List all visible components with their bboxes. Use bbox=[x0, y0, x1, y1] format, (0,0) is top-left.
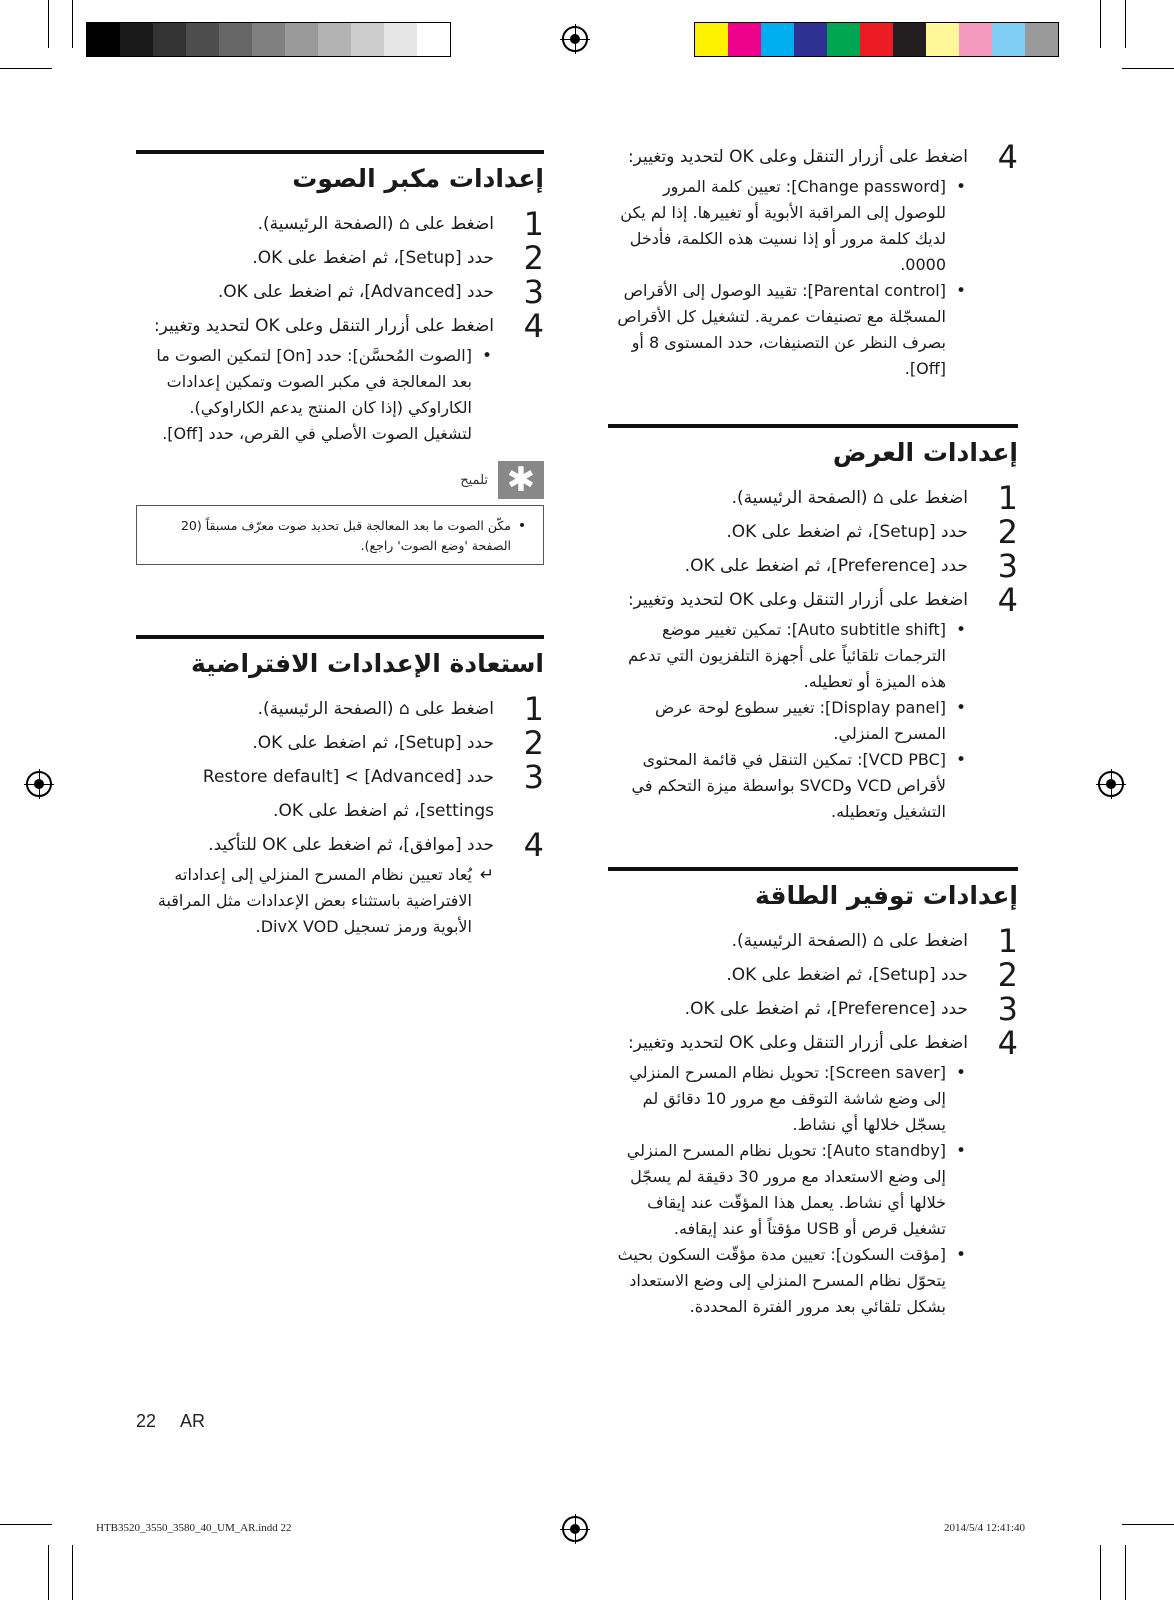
speaker-settings-section bbox=[136, 164, 544, 565]
gray-swatch bbox=[285, 23, 318, 56]
step-text: اضغط على أزرار التنقل وعلى OK لتحديد وتغيير: bbox=[153, 316, 494, 336]
step bbox=[608, 140, 1018, 174]
list-item bbox=[608, 1138, 976, 1242]
step-text: حدد [Preference]، ثم اضغط على OK. bbox=[684, 999, 968, 1019]
section-divider bbox=[136, 635, 544, 639]
list-item bbox=[608, 747, 976, 825]
result-item bbox=[136, 862, 502, 940]
step-text: حدد [Advanced]، ثم اضغط على OK. bbox=[217, 282, 494, 302]
step-number: 4 bbox=[523, 826, 544, 864]
step bbox=[136, 726, 544, 760]
section-divider bbox=[608, 424, 1018, 428]
gray-swatch bbox=[318, 23, 351, 56]
crop-mark bbox=[1100, 1545, 1101, 1600]
step bbox=[608, 583, 1018, 617]
step-text: اضغط على ⌂ (الصفحة الرئيسية). bbox=[257, 699, 494, 719]
gray-swatch bbox=[153, 23, 186, 56]
step bbox=[136, 828, 544, 862]
tip-label: تلميح bbox=[460, 472, 488, 488]
step bbox=[136, 760, 544, 828]
step-number: 2 bbox=[997, 956, 1018, 994]
left-column bbox=[136, 150, 544, 940]
list-item bbox=[608, 174, 976, 278]
list-item-text: [الصوت المُحسَّن]: حدد [On] لتمكين الصوت ما بعد المعالجة في مكبر الصوت وتمكين إعدادات الكاراوكي (إذا كان المنتج يدعم الكاراوكي). لتشغيل الصوت الأصلي في القرص، حدد [Off]. bbox=[156, 346, 472, 443]
tip-header bbox=[136, 461, 544, 499]
step-number: 1 bbox=[997, 922, 1018, 960]
list-item bbox=[608, 695, 976, 747]
step-text: اضغط على أزرار التنقل وعلى OK لتحديد وتغيير: bbox=[627, 1033, 968, 1053]
section-divider bbox=[136, 150, 544, 154]
list-item-text: [Screen saver]: تحويل نظام المسرح المنزلي إلى وضع شاشة التوقف مع مرور 10 دقائق لم يسجّل خلالها أي نشاط. bbox=[629, 1063, 946, 1134]
color-swatch bbox=[926, 23, 959, 56]
list-item bbox=[136, 343, 502, 447]
step-text: اضغط على أزرار التنقل وعلى OK لتحديد وتغيير: bbox=[627, 590, 968, 610]
step-text: حدد [Preference]، ثم اضغط على OK. bbox=[684, 556, 968, 576]
gray-swatch bbox=[252, 23, 285, 56]
right-column bbox=[608, 140, 1018, 1320]
step-text: حدد [Setup]، ثم اضغط على OK. bbox=[726, 522, 968, 542]
crop-mark bbox=[0, 1524, 52, 1525]
step-text: حدد [Setup]، ثم اضغط على OK. bbox=[252, 248, 494, 268]
list-item bbox=[608, 617, 976, 695]
registration-mark-icon bbox=[562, 26, 588, 52]
result-text: يُعاد تعيين نظام المسرح المنزلي إلى إعداداته الافتراضية باستثناء بعض الإعدادات مثل المراقبة الأبوية ورمز تسجيل DivX VOD. bbox=[157, 865, 472, 936]
step bbox=[136, 692, 544, 726]
list-item-text: [مؤقت السكون]: تعيين مدة مؤقّت السكون بحيث يتحوّل نظام المسرح المنزلي إلى وضع الاستعداد بشكل تلقائي بعد مرور الفترة المحددة. bbox=[617, 1245, 946, 1316]
gray-swatch bbox=[417, 23, 450, 56]
crop-mark bbox=[1125, 0, 1126, 48]
crop-mark bbox=[72, 1545, 73, 1600]
color-swatch bbox=[827, 23, 860, 56]
gray-swatch bbox=[87, 23, 120, 56]
gray-swatch bbox=[351, 23, 384, 56]
asterisk-icon: ✱ bbox=[498, 461, 544, 499]
step bbox=[608, 481, 1018, 515]
crop-mark bbox=[1125, 1545, 1126, 1600]
grayscale-calibration-bar bbox=[86, 22, 451, 57]
bullet-icon: • bbox=[955, 620, 967, 640]
color-swatch bbox=[695, 23, 728, 56]
list-item bbox=[608, 278, 976, 382]
step-number: 1 bbox=[523, 690, 544, 728]
list-item-text: [Auto standby]: تحويل نظام المسرح المنزلي إلى وضع الاستعداد مع مرور 30 دقيقة لم يسجّل خلالها أي نشاط. يعمل هذا المؤقّت عند إيقاف تشغيل قرص أو USB مؤقتاً أو عند إيقافه. bbox=[626, 1141, 946, 1238]
color-swatch bbox=[794, 23, 827, 56]
section-title: استعادة الإعدادات الافتراضية bbox=[190, 649, 544, 678]
gray-swatch bbox=[219, 23, 252, 56]
crop-mark bbox=[48, 1545, 49, 1600]
step-text: حدد [موافق]، ثم اضغط على OK للتأكيد. bbox=[208, 835, 494, 855]
print-timestamp: 2014/5/4 12:41:40 bbox=[944, 1522, 1025, 1534]
color-swatch bbox=[959, 23, 992, 56]
step bbox=[608, 958, 1018, 992]
list-item bbox=[608, 1242, 976, 1320]
crop-mark bbox=[72, 0, 73, 48]
color-swatch bbox=[728, 23, 761, 56]
list-item-text: [Auto subtitle shift]: تمكين تغيير موضع الترجمات تلقائياً على أجهزة التلفزيون التي تدعم هذه الميزة أو تعطيله. bbox=[628, 620, 946, 691]
step bbox=[608, 1026, 1018, 1060]
step-number: 3 bbox=[997, 990, 1018, 1028]
step-text: اضغط على أزرار التنقل وعلى OK لتحديد وتغيير: bbox=[627, 147, 968, 167]
bullet-icon: • bbox=[517, 518, 527, 534]
step bbox=[136, 241, 544, 275]
step bbox=[136, 207, 544, 241]
step-text: اضغط على ⌂ (الصفحة الرئيسية). bbox=[731, 931, 968, 951]
list-item bbox=[608, 1060, 976, 1138]
step-text: حدد [Advanced] > [Restore default settings]، ثم اضغط على OK. bbox=[202, 767, 494, 821]
list-item-text: [Display panel]: تغيير سطوع لوحة عرض المسرح المنزلي. bbox=[654, 698, 946, 743]
step bbox=[608, 992, 1018, 1026]
color-swatch bbox=[860, 23, 893, 56]
crop-mark bbox=[0, 68, 52, 69]
step-number: 4 bbox=[523, 307, 544, 345]
gray-swatch bbox=[186, 23, 219, 56]
bullet-icon: • bbox=[955, 1141, 967, 1161]
bullet-icon: • bbox=[955, 281, 967, 301]
page-number: 22 bbox=[136, 1411, 157, 1431]
registration-mark-icon bbox=[562, 1516, 588, 1542]
file-name: HTB3520_3550_3580_40_UM_AR.indd 22 bbox=[96, 1522, 292, 1534]
step-number: 2 bbox=[523, 724, 544, 762]
list-item-text: [Parental control]: تقييد الوصول إلى الأقراص المسجّلة مع تصنيفات عمرية. لتشغيل كل الأقراص بصرف النظر عن التصنيفات، حدد المستوى 8 أو [Off]. bbox=[617, 281, 946, 378]
step-number: 3 bbox=[997, 547, 1018, 585]
tip-text: مكّن الصوت ما بعد المعالجة قبل تحديد صوت معرّف مسبقاً (20 الصفحة 'وضع الصوت' راجع). bbox=[180, 518, 511, 553]
step-number: 2 bbox=[997, 513, 1018, 551]
step-text: اضغط على ⌂ (الصفحة الرئيسية). bbox=[257, 214, 494, 234]
step-number: 1 bbox=[997, 479, 1018, 517]
section-divider bbox=[608, 867, 1018, 871]
step-number: 4 bbox=[997, 138, 1018, 176]
language-code: AR bbox=[180, 1411, 206, 1431]
color-swatch bbox=[893, 23, 926, 56]
section-title: إعدادات توفير الطاقة bbox=[754, 881, 1018, 910]
tip-box bbox=[136, 505, 544, 565]
restore-defaults-section bbox=[136, 649, 544, 940]
step-number: 4 bbox=[997, 581, 1018, 619]
registration-mark-icon bbox=[26, 771, 52, 797]
step bbox=[136, 275, 544, 309]
bullet-icon: • bbox=[955, 1063, 967, 1083]
step-text: اضغط على ⌂ (الصفحة الرئيسية). bbox=[731, 488, 968, 508]
bullet-icon: • bbox=[955, 177, 967, 197]
color-calibration-bar bbox=[694, 22, 1059, 57]
step-text: حدد [Setup]، ثم اضغط على OK. bbox=[252, 733, 494, 753]
display-settings-section bbox=[608, 438, 1018, 825]
list-item-text: [Change password]: تعيين كلمة المرور للوصول إلى المراقبة الأبوية أو تغييرها. إذا لم يكن لديك كلمة مرور أو إذا نسيت هذه الكلمة، فأدخل 0000. bbox=[620, 177, 946, 274]
section-title: إعدادات العرض bbox=[832, 438, 1018, 467]
crop-mark bbox=[1122, 1524, 1174, 1525]
crop-mark bbox=[1100, 0, 1101, 48]
step-text: حدد [Setup]، ثم اضغط على OK. bbox=[726, 965, 968, 985]
step bbox=[136, 309, 544, 343]
color-swatch bbox=[761, 23, 794, 56]
step bbox=[608, 924, 1018, 958]
step-number: 1 bbox=[523, 205, 544, 243]
step-number: 2 bbox=[523, 239, 544, 277]
registration-mark-icon bbox=[1098, 771, 1124, 797]
bullet-icon: • bbox=[955, 1245, 967, 1265]
parental-section bbox=[608, 140, 1018, 382]
step-number: 4 bbox=[997, 1024, 1018, 1062]
bullet-icon: • bbox=[481, 346, 493, 366]
step bbox=[608, 515, 1018, 549]
gray-swatch bbox=[384, 23, 417, 56]
color-swatch bbox=[1025, 23, 1058, 56]
step bbox=[608, 549, 1018, 583]
section-title: إعدادات مكبر الصوت bbox=[292, 164, 544, 193]
step-number: 3 bbox=[523, 758, 544, 796]
crop-mark bbox=[48, 0, 49, 48]
bullet-icon: • bbox=[955, 698, 967, 718]
power-saving-section bbox=[608, 881, 1018, 1320]
crop-mark bbox=[1122, 68, 1174, 69]
step-number: 3 bbox=[523, 273, 544, 311]
bullet-icon: • bbox=[955, 750, 967, 770]
gray-swatch bbox=[120, 23, 153, 56]
list-item-text: [VCD PBC]: تمكين التنقل في قائمة المحتوى لأقراص VCD وSVCD بواسطة ميزة التحكم في التشغيل وتعطيله. bbox=[631, 750, 946, 821]
color-swatch bbox=[992, 23, 1025, 56]
return-arrow-icon: ↵ bbox=[479, 865, 495, 885]
